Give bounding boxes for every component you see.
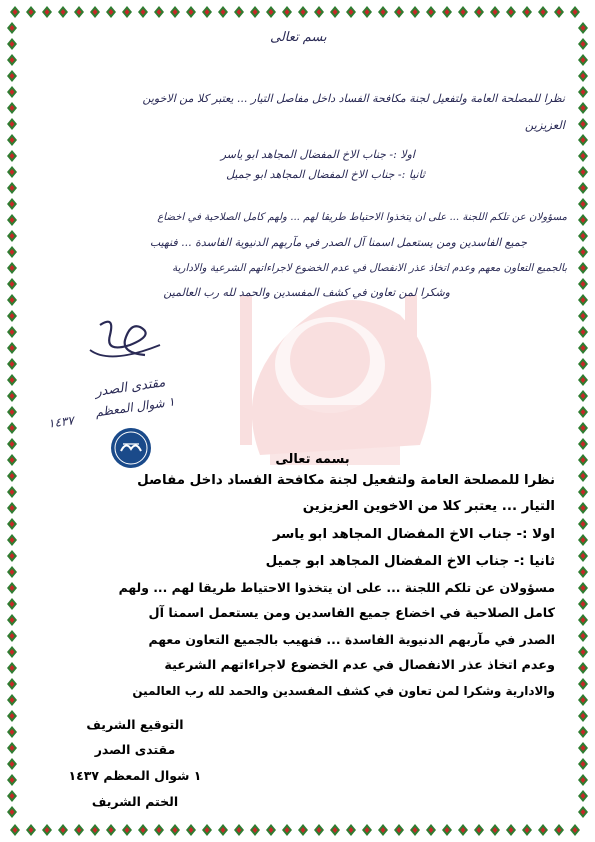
border-ornament-icon <box>7 774 17 786</box>
border-bottom <box>10 824 580 836</box>
signature-date: ١ شوال المعظم <box>94 394 176 420</box>
border-ornament-icon <box>578 470 588 482</box>
border-ornament-icon <box>7 38 17 50</box>
handwritten-line: بالجميع التعاون معهم وعدم اتخاذ عذر الانفصال في عدم الخضوع لاجراءاتهم الشرعية والادارية <box>172 262 567 274</box>
border-ornament-icon <box>154 6 164 18</box>
border-ornament-icon <box>7 742 17 754</box>
border-ornament-icon <box>170 824 180 836</box>
border-ornament-icon <box>578 150 588 162</box>
border-ornament-icon <box>578 710 588 722</box>
border-ornament-icon <box>330 824 340 836</box>
border-ornament-icon <box>578 550 588 562</box>
border-ornament-icon <box>538 824 548 836</box>
border-ornament-icon <box>578 86 588 98</box>
border-ornament-icon <box>7 166 17 178</box>
border-ornament-icon <box>578 342 588 354</box>
border-ornament-icon <box>578 374 588 386</box>
border-ornament-icon <box>578 422 588 434</box>
border-top <box>10 6 580 18</box>
border-ornament-icon <box>538 6 548 18</box>
handwritten-line: نظرا للمصلحة العامة ولتفعيل لجنة مكافحة الفساد داخل مفاصل التيار ... يعتبر كلا من الاخوين <box>142 92 565 105</box>
border-ornament-icon <box>7 246 17 258</box>
border-ornament-icon <box>578 214 588 226</box>
border-ornament-icon <box>578 102 588 114</box>
handwritten-line: ثانيا :- جناب الاخ المفضال المجاهد ابو جميل <box>226 168 425 181</box>
border-ornament-icon <box>522 6 532 18</box>
border-ornament-icon <box>42 6 52 18</box>
typed-line: الصدر في مآربهم الدنيوية الفاسدة ... فنهيب بالجميع التعاون معهم <box>148 632 555 647</box>
border-ornament-icon <box>7 54 17 66</box>
signature-name-typed: مقتدى الصدر <box>94 742 176 757</box>
border-ornament-icon <box>578 758 588 770</box>
border-ornament-icon <box>7 678 17 690</box>
border-ornament-icon <box>7 486 17 498</box>
border-ornament-icon <box>7 534 17 546</box>
border-ornament-icon <box>7 406 17 418</box>
border-ornament-icon <box>7 470 17 482</box>
border-ornament-icon <box>458 824 468 836</box>
border-ornament-icon <box>578 262 588 274</box>
typed-line: والادارية وشكرا لمن تعاون في كشف المفسدين والحمد لله رب العالمين <box>132 684 555 698</box>
border-ornament-icon <box>362 824 372 836</box>
border-ornament-icon <box>58 824 68 836</box>
border-ornament-icon <box>282 824 292 836</box>
border-ornament-icon <box>578 246 588 258</box>
border-ornament-icon <box>202 6 212 18</box>
border-ornament-icon <box>7 502 17 514</box>
border-ornament-icon <box>578 630 588 642</box>
border-ornament-icon <box>578 790 588 802</box>
border-ornament-icon <box>7 694 17 706</box>
border-ornament-icon <box>7 118 17 130</box>
border-ornament-icon <box>578 694 588 706</box>
border-ornament-icon <box>7 358 17 370</box>
border-ornament-icon <box>7 86 17 98</box>
handwritten-line: وشكرا لمن تعاون في كشف المفسدين والحمد لله رب العالمين <box>163 286 450 299</box>
border-ornament-icon <box>578 806 588 818</box>
border-ornament-icon <box>7 790 17 802</box>
border-ornament-icon <box>362 6 372 18</box>
border-ornament-icon <box>578 518 588 530</box>
border-ornament-icon <box>7 262 17 274</box>
border-ornament-icon <box>578 390 588 402</box>
border-ornament-icon <box>378 6 388 18</box>
border-ornament-icon <box>578 134 588 146</box>
border-ornament-icon <box>490 824 500 836</box>
typed-line: وعدم اتخاذ عذر الانفصال في عدم الخضوع لاجراءاتهم الشرعية <box>164 658 555 673</box>
border-ornament-icon <box>218 6 228 18</box>
border-ornament-icon <box>490 6 500 18</box>
border-ornament-icon <box>74 824 84 836</box>
border-ornament-icon <box>10 6 20 18</box>
border-ornament-icon <box>7 726 17 738</box>
border-ornament-icon <box>474 824 484 836</box>
border-right <box>578 22 588 818</box>
border-ornament-icon <box>154 824 164 836</box>
border-ornament-icon <box>426 824 436 836</box>
border-ornament-icon <box>578 438 588 450</box>
border-ornament-icon <box>90 824 100 836</box>
border-left <box>7 22 17 818</box>
handwritten-line: اولا :- جناب الاخ المفضال المجاهد ابو ياسر <box>220 148 415 161</box>
border-ornament-icon <box>7 566 17 578</box>
border-ornament-icon <box>578 486 588 498</box>
border-ornament-icon <box>170 6 180 18</box>
border-ornament-icon <box>7 646 17 658</box>
border-ornament-icon <box>578 742 588 754</box>
border-ornament-icon <box>7 214 17 226</box>
border-ornament-icon <box>7 422 17 434</box>
border-ornament-icon <box>42 824 52 836</box>
signature-label: التوقيع الشريف <box>86 717 184 732</box>
typed-line: التيار ... يعتبر كلا من الاخوين العزيزين <box>302 499 555 514</box>
border-ornament-icon <box>554 824 564 836</box>
border-ornament-icon <box>578 726 588 738</box>
border-ornament-icon <box>578 534 588 546</box>
border-ornament-icon <box>578 278 588 290</box>
handwritten-line: العزيزين <box>524 118 565 132</box>
handwritten-basmala: بسم تعالى <box>270 30 327 45</box>
border-ornament-icon <box>578 502 588 514</box>
border-ornament-icon <box>578 22 588 34</box>
border-ornament-icon <box>410 824 420 836</box>
typed-line: كامل الصلاحية في اخضاع جميع الفاسدين ومن يستعمل اسمنا آل <box>148 606 555 621</box>
border-ornament-icon <box>578 182 588 194</box>
typed-basmala: بسمه تعالى <box>275 452 350 467</box>
border-ornament-icon <box>10 824 20 836</box>
border-ornament-icon <box>250 6 260 18</box>
border-ornament-icon <box>578 54 588 66</box>
border-ornament-icon <box>7 150 17 162</box>
border-ornament-icon <box>522 824 532 836</box>
border-ornament-icon <box>442 6 452 18</box>
border-ornament-icon <box>26 824 36 836</box>
seal-label: الختم الشريف <box>91 794 179 809</box>
border-ornament-icon <box>266 6 276 18</box>
border-ornament-icon <box>106 6 116 18</box>
border-ornament-icon <box>7 598 17 610</box>
border-ornament-icon <box>7 438 17 450</box>
border-ornament-icon <box>458 6 468 18</box>
border-ornament-icon <box>186 824 196 836</box>
border-ornament-icon <box>7 134 17 146</box>
border-ornament-icon <box>570 824 580 836</box>
border-ornament-icon <box>7 102 17 114</box>
border-ornament-icon <box>578 598 588 610</box>
border-ornament-icon <box>7 70 17 82</box>
border-ornament-icon <box>442 824 452 836</box>
border-ornament-icon <box>7 518 17 530</box>
handwritten-line: جميع الفاسدين ومن يستعمل اسمنا آل الصدر في مآربهم الدنيوية الفاسدة ... فنهيب <box>149 236 527 249</box>
border-ornament-icon <box>106 824 116 836</box>
border-ornament-icon <box>426 6 436 18</box>
border-ornament-icon <box>578 566 588 578</box>
border-ornament-icon <box>578 582 588 594</box>
border-ornament-icon <box>7 230 17 242</box>
border-ornament-icon <box>7 614 17 626</box>
border-ornament-icon <box>7 550 17 562</box>
border-ornament-icon <box>578 662 588 674</box>
border-ornament-icon <box>346 6 356 18</box>
border-ornament-icon <box>474 6 484 18</box>
border-ornament-icon <box>26 6 36 18</box>
border-ornament-icon <box>7 278 17 290</box>
border-ornament-icon <box>578 230 588 242</box>
border-ornament-icon <box>298 824 308 836</box>
typed-line: نظرا للمصلحة العامة ولتفعيل لجنة مكافحة الفساد داخل مفاصل <box>137 473 555 488</box>
typed-line: ثانيا :- جناب الاخ المفضال المجاهد ابو جميل <box>265 554 555 569</box>
border-ornament-icon <box>578 646 588 658</box>
border-ornament-icon <box>578 326 588 338</box>
border-ornament-icon <box>90 6 100 18</box>
border-ornament-icon <box>7 758 17 770</box>
border-ornament-icon <box>7 310 17 322</box>
border-ornament-icon <box>7 182 17 194</box>
border-ornament-icon <box>578 774 588 786</box>
border-ornament-icon <box>578 406 588 418</box>
border-ornament-icon <box>578 310 588 322</box>
border-ornament-icon <box>314 824 324 836</box>
handwritten-signature <box>70 305 190 385</box>
signature-name: مقتدى الصدر <box>94 375 167 400</box>
border-ornament-icon <box>7 806 17 818</box>
handwritten-line: مسؤولان عن تلكم اللجنة ... على ان يتخذوا الاحتياط طريقا لهم ... ولهم كامل الصلاحية في اخضاع <box>157 212 567 223</box>
border-ornament-icon <box>266 824 276 836</box>
border-ornament-icon <box>122 824 132 836</box>
typed-line: اولا :- جناب الاخ المفضال المجاهد ابو ياسر <box>272 527 555 542</box>
border-ornament-icon <box>578 38 588 50</box>
border-ornament-icon <box>7 198 17 210</box>
border-ornament-icon <box>7 294 17 306</box>
border-ornament-icon <box>578 166 588 178</box>
border-ornament-icon <box>282 6 292 18</box>
border-ornament-icon <box>578 198 588 210</box>
border-ornament-icon <box>394 6 404 18</box>
border-ornament-icon <box>202 824 212 836</box>
border-ornament-icon <box>578 678 588 690</box>
border-ornament-icon <box>58 6 68 18</box>
border-ornament-icon <box>314 6 324 18</box>
border-ornament-icon <box>250 824 260 836</box>
border-ornament-icon <box>298 6 308 18</box>
typed-line: مسؤولان عن تلكم اللجنة ... على ان يتخذوا الاحتياط طريقا لهم ... ولهم <box>118 580 555 595</box>
border-ornament-icon <box>570 6 580 18</box>
border-ornament-icon <box>7 582 17 594</box>
border-ornament-icon <box>410 6 420 18</box>
border-ornament-icon <box>578 358 588 370</box>
border-ornament-icon <box>330 6 340 18</box>
border-ornament-icon <box>578 118 588 130</box>
border-ornament-icon <box>554 6 564 18</box>
border-ornament-icon <box>7 342 17 354</box>
border-ornament-icon <box>578 614 588 626</box>
signature-year: ١٤٣٧ <box>47 413 75 431</box>
border-ornament-icon <box>7 22 17 34</box>
border-ornament-icon <box>578 294 588 306</box>
signature-date-typed: ١ شوال المعظم ١٤٣٧ <box>68 768 202 783</box>
border-ornament-icon <box>186 6 196 18</box>
border-ornament-icon <box>7 710 17 722</box>
border-ornament-icon <box>378 824 388 836</box>
border-ornament-icon <box>138 824 148 836</box>
border-ornament-icon <box>7 326 17 338</box>
border-ornament-icon <box>122 6 132 18</box>
border-ornament-icon <box>346 824 356 836</box>
border-ornament-icon <box>7 662 17 674</box>
border-ornament-icon <box>7 374 17 386</box>
border-ornament-icon <box>138 6 148 18</box>
border-ornament-icon <box>394 824 404 836</box>
border-ornament-icon <box>578 70 588 82</box>
border-ornament-icon <box>74 6 84 18</box>
border-ornament-icon <box>506 6 516 18</box>
border-ornament-icon <box>218 824 228 836</box>
border-ornament-icon <box>234 824 244 836</box>
border-ornament-icon <box>7 630 17 642</box>
border-ornament-icon <box>7 390 17 402</box>
border-ornament-icon <box>234 6 244 18</box>
border-ornament-icon <box>506 824 516 836</box>
